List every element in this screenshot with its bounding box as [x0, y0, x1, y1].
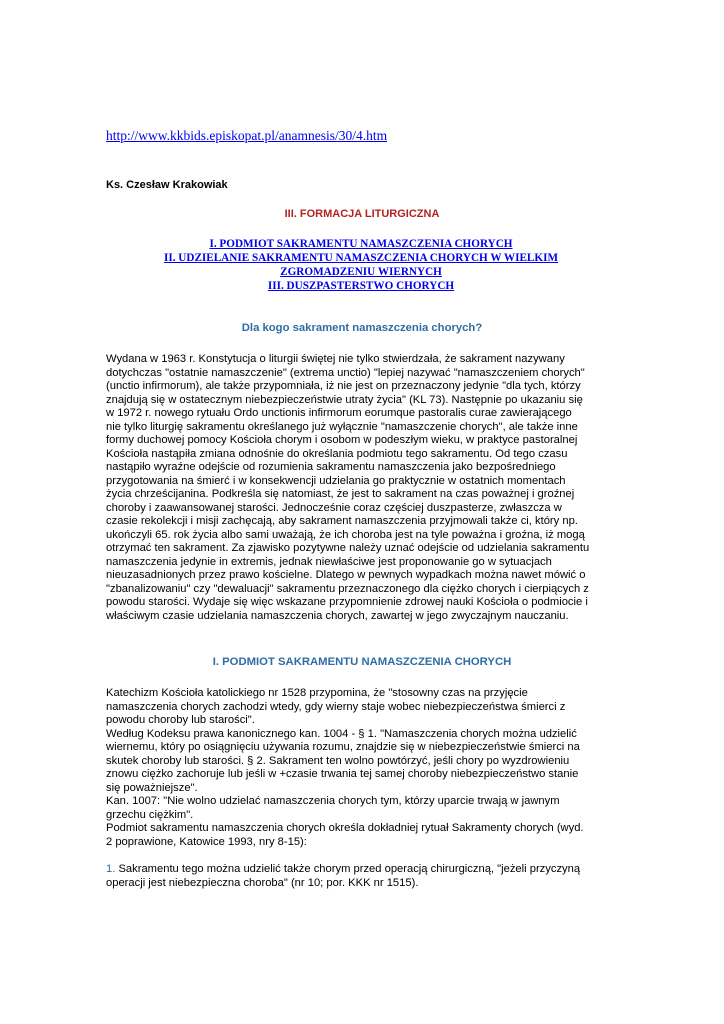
text-line — [106, 863, 626, 877]
text-line: znowu ciężko zachoruje lub jeśli w +czasie trwania tej samej choroby niebezpieczeństwo stanie — [106, 768, 579, 780]
heading-dla-kogo: Dla kogo sakrament namaszczenia chorych? — [241, 322, 483, 334]
list-item-1 — [106, 863, 626, 890]
text-line: nastąpiło wyraźne odejście od rozumienia sakramentu namaszczenia jako bezpośredniego — [106, 461, 556, 473]
text-line: Kościoła nastąpiła zmiana odnośnie do określania podmiotu tego sakramentu. Od tego czasu — [106, 447, 568, 460]
text-line: życia chrześcijanina. Podkreśla się natomiast, że jest to sakrament na czas poważnej i groźnej — [106, 488, 575, 500]
text-line: Kan. 1007: "Nie wolno udzielać namaszczenia chorych tym, którzy uparcie trwają w jawnym — [106, 795, 560, 807]
text-line: choroby i zaawansowanej starości. Jednocześnie coraz częściej duszpasterze, zwłaszcza w — [106, 501, 562, 514]
list-item-text: Sakramentu tego można udzielić także chorym przed operacją chirurgiczną, "jeżeli przyczyną — [115, 863, 581, 875]
paragraph-podmiot — [106, 687, 626, 849]
text-line: się poważniejsze". — [106, 781, 198, 794]
text-line: znajdują się w ostatecznym niebezpieczeństwie utraty życia" (KL 73). Następnie po ukazaniu się — [106, 393, 583, 406]
toc-link-udzielanie[interactable]: II. UDZIELANIE SAKRAMENTU NAMASZCZENIA CHORYCH W WIELKIM — [163, 252, 559, 264]
text-line: przygotowania na śmierć i w konsekwencji udzielania go praktycznie w ostatnich momentach — [106, 474, 566, 487]
text-line: otrzymać ten sakrament. Za zjawisko pozytywne należy uznać odejście od udzielania sakramentu — [106, 542, 590, 554]
text-line: grzechu ciężkim". — [106, 808, 194, 821]
text-line: namaszczenia chorych zachodzi wtedy, gdy wierny staje wobec niebezpieczeństwa śmierci z — [106, 700, 566, 713]
text-line: Podmiot sakramentu namaszczenia chorych określa dokładniej rytuał Sakramenty chorych (wyd. — [106, 822, 584, 834]
text-line: skutek choroby lub starości. § 2. Sakrament ten wolno powtórzyć, jeśli chory po wyzdrowieniu — [106, 754, 570, 767]
text-line: powodu starości. Wydaje się więc wskazane przypomnienie zdrowej nauki Kościoła o podmiocie i — [106, 596, 588, 608]
text-line: nieuzasadnionych przez prawo kościelne. Dlatego w pewnych wypadkach można nawet mówić o — [106, 569, 586, 581]
text-line: czasie rekolekcji i misji zachęcają, aby sakrament namaszczenia przyjmowali także ci, który np. — [106, 515, 578, 527]
text-line: powodu choroby lub starości". — [106, 714, 255, 726]
text-line: wiernemu, który po osiągnięciu używania rozumu, znajdzie się w niebezpieczeństwie śmierci na — [106, 741, 580, 753]
table-of-contents — [106, 237, 616, 293]
toc-link-duszpasterstwo[interactable]: III. DUSZPASTERSTWO CHORYCH — [267, 280, 455, 292]
text-line: nie tylko liturgię sakramentu określanego już wyłącznie "namaszczenie chorych", ale także inne — [106, 420, 578, 433]
text-line: ukończyli 65. rok życia albo sami uważają, że ich choroba jest na tyle poważna i groźna, iż mogą — [106, 528, 585, 541]
list-number: 1. — [106, 863, 116, 875]
text-line: w 1972 r. nowego rytuału Ordo unctionis infirmorum eorumque pastoralis curae zawierającego — [106, 407, 572, 419]
text-line: Katechizm Kościoła katolickiego nr 1528 przypomina, że "stosowny czas na przyjęcie — [106, 687, 528, 699]
source-url-link[interactable]: http://www.kkbids.episkopat.pl/anamnesis/30/4.htm — [106, 128, 388, 143]
text-line: właściwym czasie udzielania namaszczenia chorych, zawartej w jego zwyczajnym nauczaniu. — [106, 609, 569, 622]
section-title: III. FORMACJA LITURGICZNA — [284, 208, 440, 220]
toc-link-udzielanie-cont[interactable]: ZGROMADZENIU WIERNYCH — [280, 266, 442, 278]
text-line: formy duchowej pomocy Kościoła chorym i osobom w podeszłym wieku, w praktyce pastoralnej — [106, 434, 578, 446]
paragraph-intro — [106, 353, 626, 623]
toc-link-podmiot[interactable]: I. PODMIOT SAKRAMENTU NAMASZCZENIA CHORYCH — [209, 238, 513, 250]
text-line: "zbanalizowaniu" czy "dewaluacji" sakramentu przeznaczonego dla ciężko chorych i cierpiących z — [106, 582, 589, 595]
text-line: dotychczas "ostatnie namaszczenie" (extrema unctio) "lepiej nazywać "namaszczeniem chorych" — [106, 366, 585, 379]
text-line: Według Kodeksu prawa kanonicznego kan. 1004 - § 1. "Namaszczenia chorych można udzielić — [106, 727, 577, 740]
text-line: namaszczenia jedynie in extremis, jednak niewłaściwe jest proponowanie go w sytuacjach — [106, 555, 552, 568]
text-line: operacji jest niebezpieczna choroba" (nr 10; por. KKK nr 1515). — [106, 876, 419, 889]
text-line: (unctio infirmorum), ale także przypomniała, iż nie jest on przeznaczony jedynie "dla tych, którzy — [106, 380, 581, 392]
author-name: Ks. Czesław Krakowiak — [106, 179, 228, 191]
heading-podmiot: I. PODMIOT SAKRAMENTU NAMASZCZENIA CHORYCH — [212, 656, 512, 668]
text-line: Wydana w 1963 r. Konstytucja o liturgii świętej nie tylko stwierdzała, że sakrament nazywany — [106, 353, 565, 365]
text-line: 2 poprawione, Katowice 1993, nry 8-15): — [106, 835, 307, 848]
